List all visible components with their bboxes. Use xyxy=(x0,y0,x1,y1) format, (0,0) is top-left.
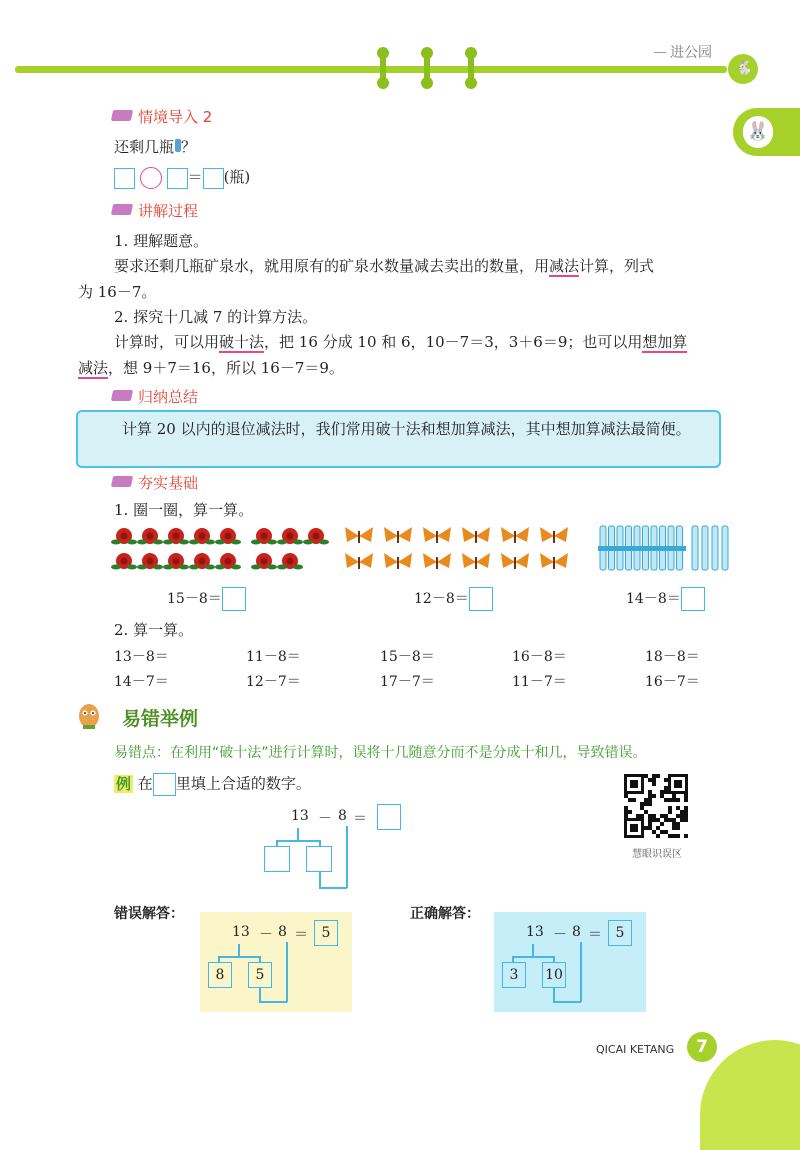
exercise-title: 1. 圈一圈，算一算。 xyxy=(114,501,254,519)
section-heading: 讲解过程 xyxy=(112,200,198,221)
answer-box: 5 xyxy=(314,920,338,946)
split-box: 5 xyxy=(248,962,272,988)
butterfly-group xyxy=(345,527,568,569)
branch-line xyxy=(276,840,320,842)
section-heading: 夯实基础 xyxy=(112,472,198,493)
equals-sign: ＝ xyxy=(588,927,602,943)
calc-item: 16－8＝ xyxy=(512,649,567,665)
subtrahend: 8 xyxy=(278,924,287,940)
brand-divider xyxy=(654,52,666,53)
binder-clip xyxy=(380,49,386,87)
butterfly-icon xyxy=(423,553,451,569)
branch-line xyxy=(218,956,260,958)
flower-icon xyxy=(251,553,277,570)
branch-line xyxy=(259,988,261,1002)
calc-item: 13－8＝ xyxy=(114,649,169,665)
answer-box[interactable] xyxy=(469,587,493,611)
flower-icon xyxy=(111,553,137,570)
problem-tree xyxy=(262,804,402,894)
solution-tree xyxy=(502,918,642,1008)
book-icon xyxy=(111,476,133,487)
answer-box[interactable] xyxy=(377,804,401,830)
answer-box: 5 xyxy=(608,920,632,946)
flower-icon xyxy=(215,553,241,570)
branch-line xyxy=(512,956,554,958)
calc-item: 18－8＝ xyxy=(645,649,700,665)
step-text: 1. 理解题意。 xyxy=(114,232,209,250)
paragraph: 计算时，可以用破十法，把 16 分成 10 和 6，10－7＝3，3＋6＝9；也可以用想加算 xyxy=(114,333,688,351)
butterfly-icon xyxy=(540,553,568,569)
mascot-icon xyxy=(74,700,104,730)
answer-box[interactable] xyxy=(222,587,246,611)
branch-line xyxy=(259,1001,287,1003)
stick-icon xyxy=(692,526,698,570)
paragraph: 要求还剩几瓶矿泉水，就用原有的矿泉水数量减去卖出的数量，用减法计算，列式 xyxy=(114,257,655,275)
header-bar xyxy=(15,66,727,73)
subtrahend: 8 xyxy=(338,808,347,824)
branch-line xyxy=(553,988,555,1002)
bottle-icon xyxy=(175,139,181,152)
split-box: 8 xyxy=(208,962,232,988)
page-number: 7 xyxy=(687,1032,717,1062)
error-banner: 易错举例 xyxy=(122,708,199,730)
butterfly-icon xyxy=(501,527,529,543)
step-text: 2. 探究十几减 7 的计算方法。 xyxy=(114,308,318,326)
butterfly-icon xyxy=(345,553,373,569)
minus-sign: － xyxy=(553,927,567,943)
binder-clip xyxy=(468,49,474,87)
blank-box[interactable] xyxy=(114,168,135,189)
book-icon xyxy=(111,204,133,215)
rabbit-icon: 🐰 xyxy=(743,116,773,148)
flower-icon xyxy=(189,553,215,570)
picture-equation: 14－8＝ xyxy=(626,587,705,611)
butterfly-icon xyxy=(423,527,451,543)
branch-line xyxy=(238,944,240,956)
calc-item: 11－8＝ xyxy=(246,649,301,665)
blank-box[interactable] xyxy=(167,168,188,189)
footer-brand: QICAI KETANG xyxy=(596,1043,675,1056)
stick-icon xyxy=(702,526,708,570)
stick-group xyxy=(598,526,728,570)
calc-item: 17－7＝ xyxy=(380,674,435,690)
wrong-label: 错误解答： xyxy=(114,906,184,922)
wrong-solution xyxy=(200,912,352,1012)
binder-clip xyxy=(424,49,430,87)
split-box[interactable] xyxy=(306,846,332,872)
stick-icon xyxy=(722,526,728,570)
minus-sign: － xyxy=(259,927,273,943)
branch-line xyxy=(532,944,534,956)
flower-icon xyxy=(277,528,303,545)
calc-item: 11－7＝ xyxy=(512,674,567,690)
branch-line xyxy=(319,887,347,889)
branch-line xyxy=(346,826,348,888)
calc-item: 12－7＝ xyxy=(246,674,301,690)
exercise-title: 2. 算一算。 xyxy=(114,621,194,639)
solution-tree xyxy=(208,918,348,1008)
corner-decoration xyxy=(700,1040,800,1150)
example-line: 例 在 里填上合适的数字。 xyxy=(114,773,311,796)
brand-title: 进公园 xyxy=(670,45,712,61)
answer-box[interactable] xyxy=(681,587,705,611)
operator-circle[interactable] xyxy=(140,167,162,189)
butterfly-icon xyxy=(462,553,490,569)
blank-box[interactable] xyxy=(203,168,224,189)
butterfly-icon xyxy=(345,527,373,543)
minuend: 13 xyxy=(232,924,250,940)
calc-item: 16－7＝ xyxy=(645,674,700,690)
subtrahend: 8 xyxy=(572,924,581,940)
butterfly-icon xyxy=(540,527,568,543)
right-label: 正确解答： xyxy=(410,906,480,922)
flower-icon xyxy=(189,528,215,545)
book-icon xyxy=(111,390,133,401)
stick-icon xyxy=(712,526,718,570)
flower-icon xyxy=(163,553,189,570)
butterfly-icon xyxy=(384,553,412,569)
paragraph-cont: 减法，想 9＋7＝16，所以 16－7＝9。 xyxy=(78,359,344,377)
flower-icon xyxy=(251,528,277,545)
equals-sign: ＝ xyxy=(294,927,308,943)
question-line: 还剩几瓶 ？ xyxy=(114,138,197,156)
minuend: 13 xyxy=(291,808,309,824)
butterfly-icon xyxy=(501,553,529,569)
calc-item: 15－8＝ xyxy=(380,649,435,665)
split-box[interactable] xyxy=(264,846,290,872)
minuend: 13 xyxy=(526,924,544,940)
flower-icon xyxy=(111,528,137,545)
blank-box[interactable] xyxy=(153,773,176,796)
branch-line xyxy=(319,872,321,888)
branch-line xyxy=(553,1001,581,1003)
branch-line xyxy=(580,942,582,1002)
flower-icon xyxy=(163,528,189,545)
qr-caption: 慧眼识误区 xyxy=(632,849,682,860)
minus-sign: － xyxy=(318,811,332,827)
error-point: 易错点：在利用“破十法”进行计算时，误将十几随意分而不是分成十和几，导致错误。 xyxy=(114,745,647,761)
butterfly-icon xyxy=(462,527,490,543)
picture-equation: 12－8＝ xyxy=(414,587,493,611)
split-box: 10 xyxy=(542,962,566,988)
flower-group xyxy=(111,528,329,570)
split-box: 3 xyxy=(502,962,526,988)
section-heading: 情境导入 2 xyxy=(112,106,212,127)
flower-icon xyxy=(277,553,303,570)
logo-icon: 🐇 xyxy=(728,54,758,84)
correct-solution xyxy=(494,912,646,1012)
butterfly-icon xyxy=(384,527,412,543)
qr-code[interactable] xyxy=(624,774,688,838)
paragraph-cont: 为 16－7。 xyxy=(78,283,157,301)
calc-item: 14－7＝ xyxy=(114,674,169,690)
equals-sign: ＝ xyxy=(353,811,367,827)
bundle-band xyxy=(598,546,686,551)
flower-icon xyxy=(137,553,163,570)
section-heading: 归纳总结 xyxy=(112,386,198,407)
counting-pictures xyxy=(110,524,730,576)
summary-box: 计算 20 以内的退位减法时，我们常用破十法和想加算减法，其中想加算减法最简便。 xyxy=(76,410,721,468)
side-tab xyxy=(733,108,800,156)
flower-icon xyxy=(215,528,241,545)
flower-icon xyxy=(137,528,163,545)
picture-equation: 15－8＝ xyxy=(167,587,246,611)
branch-line xyxy=(297,828,299,840)
flower-icon xyxy=(303,528,329,545)
branch-line xyxy=(286,942,288,1002)
equation-blanks: ＝ (瓶) xyxy=(114,167,250,189)
book-icon xyxy=(111,110,133,121)
